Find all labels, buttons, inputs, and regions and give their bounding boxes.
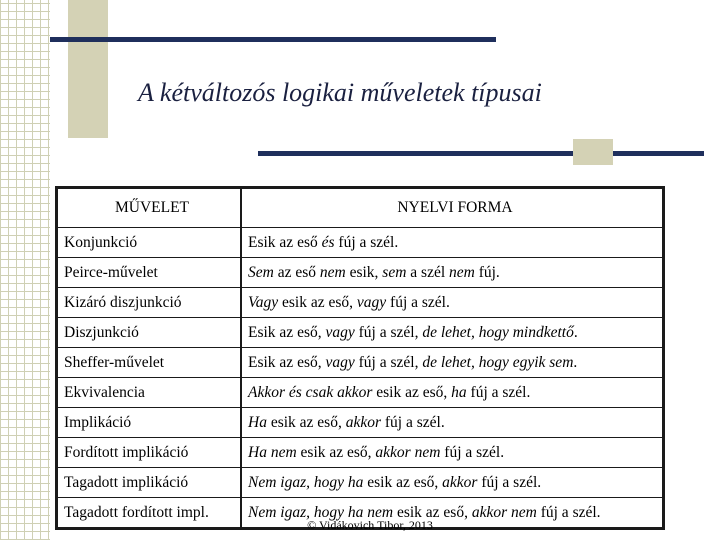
table-row: [57, 438, 664, 468]
sentence-fragment: esik az eső,: [296, 443, 376, 461]
connective-phrase: és: [321, 233, 335, 251]
connective-phrase: akkor nem: [375, 443, 441, 461]
connective-phrase: akkor: [442, 473, 478, 491]
language-form-cell: [241, 318, 664, 348]
operation-name-cell: Kizáró diszjunkció: [57, 288, 242, 318]
table-row: [57, 348, 664, 378]
decorative-block-right: [573, 139, 613, 165]
operations-table: [55, 186, 665, 530]
sentence-fragment: fúj a szél.: [466, 383, 531, 401]
header-language-form: NYELVI FORMA: [241, 188, 664, 228]
connective-phrase: sem: [382, 263, 407, 281]
table-row: [57, 468, 664, 498]
sentence-fragment: fúj a szél,: [354, 353, 423, 371]
connective-phrase: de lehet, hogy mindkettő: [422, 323, 574, 341]
table-row: [57, 408, 664, 438]
sentence-fragment: Esik az eső,: [248, 323, 326, 341]
table-header-row: [57, 188, 664, 228]
sentence-fragment: esik az eső,: [266, 413, 346, 431]
table-row: [57, 228, 664, 258]
table-row: [57, 318, 664, 348]
connective-phrase: vagy: [356, 293, 387, 311]
sentence-fragment: Esik az eső: [248, 233, 322, 251]
sentence-fragment: a szél: [406, 263, 450, 281]
sentence-fragment: fúj a szél.: [477, 473, 542, 491]
table-body: [57, 228, 664, 529]
operation-name-cell: Tagadott fordított impl.: [57, 498, 242, 529]
operation-name-cell: Ekvivalencia: [57, 378, 242, 408]
header-operation: MŰVELET: [57, 188, 242, 228]
language-form-cell: [241, 378, 664, 408]
language-form-cell: [241, 288, 664, 318]
connective-phrase: Nem igaz, hogy ha: [248, 473, 364, 491]
sentence-fragment: fúj a szél,: [354, 323, 423, 341]
language-form-cell: [241, 408, 664, 438]
sentence-fragment: esik az eső,: [363, 473, 443, 491]
operation-name-cell: Diszjunkció: [57, 318, 242, 348]
connective-phrase: nem: [319, 263, 346, 281]
connective-phrase: Sem: [248, 263, 274, 281]
language-form-cell: [241, 228, 664, 258]
table-row: [57, 288, 664, 318]
connective-phrase: Ha: [248, 413, 267, 431]
operation-name-cell: Sheffer-művelet: [57, 348, 242, 378]
connective-phrase: Nem igaz, hogy ha nem: [248, 503, 394, 521]
sentence-fragment: esik,: [345, 263, 383, 281]
copyright-footer: © Vidákovich Tibor, 2013: [307, 518, 433, 532]
operation-name-cell: Konjunkció: [57, 228, 242, 258]
sentence-fragment: .: [573, 353, 578, 371]
sentence-fragment: esik az eső,: [393, 503, 472, 521]
language-form-cell: [241, 348, 664, 378]
operation-name-cell: Fordított implikáció: [57, 438, 242, 468]
connective-phrase: Vagy: [248, 293, 279, 311]
table-row: [57, 258, 664, 288]
connective-phrase: nem: [449, 263, 475, 281]
sentence-fragment: esik az eső,: [278, 293, 357, 311]
grid-pattern-decoration: [0, 0, 50, 540]
operation-name-cell: Implikáció: [57, 408, 242, 438]
sentence-fragment: .: [573, 323, 578, 341]
connective-phrase: ha: [451, 383, 467, 401]
language-form-cell: [241, 258, 664, 288]
sentence-fragment: fúj a szél.: [386, 293, 450, 311]
sentence-fragment: az eső: [273, 263, 320, 281]
sentence-fragment: fúj.: [474, 263, 500, 281]
decorative-block-top: [68, 0, 108, 138]
sentence-fragment: fúj a szél.: [536, 503, 601, 521]
sentence-fragment: Esik az eső,: [248, 353, 326, 371]
connective-phrase: vagy: [325, 323, 355, 341]
sentence-fragment: fúj a szél.: [440, 443, 505, 461]
connective-phrase: vagy: [325, 353, 355, 371]
language-form-cell: [241, 438, 664, 468]
sentence-fragment: fúj a szél.: [381, 413, 445, 431]
table-row: [57, 378, 664, 408]
decorative-bar-bottom: [258, 151, 704, 156]
operations-table-grid: [55, 186, 665, 530]
connective-phrase: akkor: [345, 413, 382, 431]
operation-name-cell: Peirce-művelet: [57, 258, 242, 288]
connective-phrase: Ha nem: [248, 443, 297, 461]
sentence-fragment: esik az eső,: [372, 383, 452, 401]
slide-title: A kétváltozós logikai műveletek típusai: [138, 78, 542, 107]
operation-name-cell: Tagadott implikáció: [57, 468, 242, 498]
sentence-fragment: fúj a szél.: [334, 233, 399, 251]
language-form-cell: [241, 468, 664, 498]
decorative-bar-top: [50, 37, 496, 42]
connective-phrase: Akkor és csak akkor: [248, 383, 373, 401]
connective-phrase: de lehet, hogy egyik sem: [422, 353, 574, 371]
connective-phrase: akkor nem: [471, 503, 537, 521]
